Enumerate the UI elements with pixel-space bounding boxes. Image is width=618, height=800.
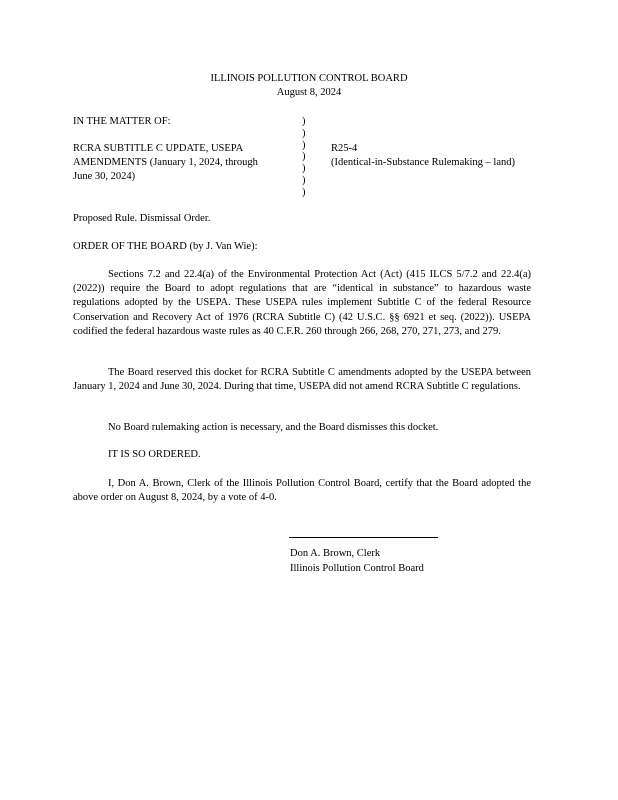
caption-title-line2: AMENDMENTS (January 1, 2024, through xyxy=(73,157,258,168)
paragraph-so-ordered xyxy=(73,448,531,462)
caption-paren: ) xyxy=(302,116,306,127)
paragraph-text: The Board reserved this docket for RCRA Subtitle C amendments adopted by the USEPA between January 1, 2024 and June 30, 2024. During that time, USEPA did not amend RCRA Subtitle C regulations. xyxy=(73,367,531,393)
paragraph-text: No Board rulemaking action is necessary, and the Board dismisses this docket. xyxy=(108,422,439,433)
caption-paren: ) xyxy=(302,139,306,151)
caption-paren: ) xyxy=(302,174,306,186)
paragraph-text: Sections 7.2 and 22.4(a) of the Environmental Protection Act (Act) (415 ILCS 5/7.2 and 22.4(a) (2022)) require the Board to adopt regulations that are “identical in substance” to hazardous waste regulations adopted by the USEPA. These USEPA rules implement Subtitle C of the federal Resource Conservation and Recovery Act of 1976 (RCRA Subtitle C) (42 U.S.C. §§ 6921 et seq. (2022)). USEPA codified the federal hazardous waste rules as 40 C.F.R. 260 through 266, 268, 270, 271, 273, and 279. xyxy=(73,269,531,337)
paragraph-text: IT IS SO ORDERED. xyxy=(108,449,201,460)
paragraph-dismissal xyxy=(73,421,531,435)
signature-line xyxy=(289,537,438,538)
caption-paren: ) xyxy=(302,163,306,175)
docket-type: (Identical-in-Substance Rulemaking – land) xyxy=(331,157,515,168)
signatory-name: Don A. Brown, Clerk xyxy=(290,548,381,559)
agency-heading: ILLINOIS POLLUTION CONTROL BOARD xyxy=(210,73,408,84)
signatory-title: Illinois Pollution Control Board xyxy=(290,563,424,574)
caption-paren: ) xyxy=(302,151,306,163)
certification-text: I, Don A. Brown, Clerk of the Illinois Pollution Control Board, certify that the Board adopted the above order on August 8, 2024, by a vote of 4-0. xyxy=(73,478,531,504)
caption-paren: ) xyxy=(302,127,306,139)
caption-title-line3: June 30, 2024) xyxy=(73,171,136,182)
order-date: August 8, 2024 xyxy=(276,87,342,98)
paragraph-statutory-basis xyxy=(73,268,531,339)
paragraph-reserved-docket xyxy=(73,366,531,394)
caption-title-line1: RCRA SUBTITLE C UPDATE, USEPA xyxy=(73,143,244,154)
docket-number: R25-4 xyxy=(331,143,358,154)
clerk-certification xyxy=(73,477,531,505)
caption-parentheses xyxy=(302,116,306,199)
order-attribution: ORDER OF THE BOARD (by J. Van Wie): xyxy=(73,241,258,252)
document-type: Proposed Rule. Dismissal Order. xyxy=(73,213,211,224)
caption-paren: ) xyxy=(302,186,306,198)
in-the-matter-label: IN THE MATTER OF: xyxy=(73,116,171,127)
